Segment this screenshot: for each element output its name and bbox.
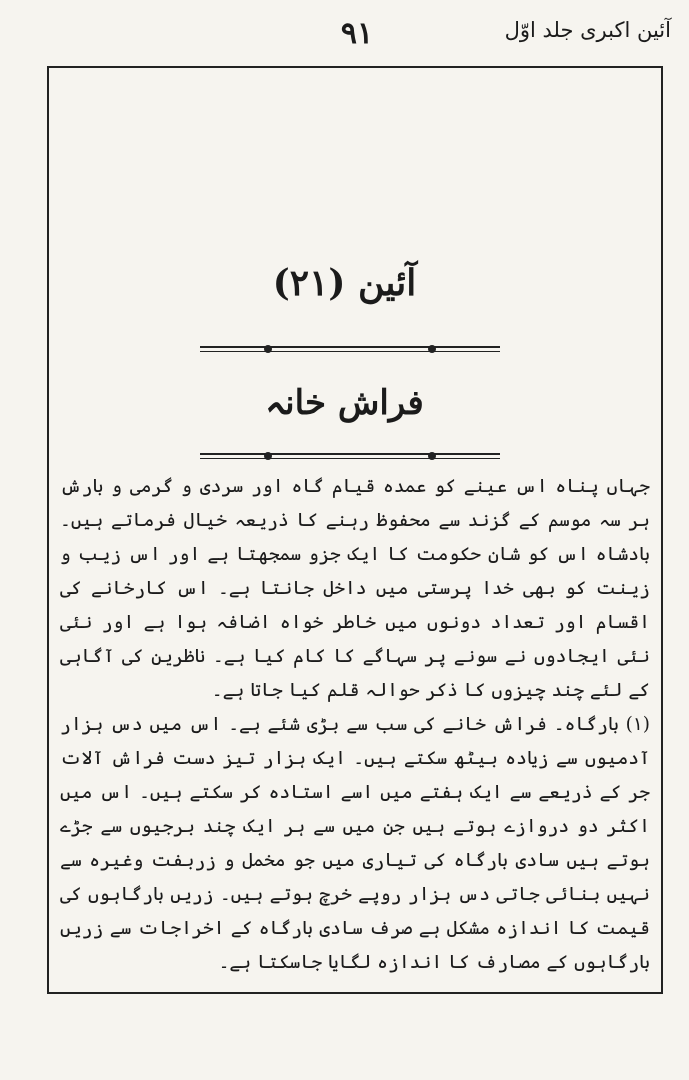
intro-paragraph: جہاں پناہ اس عینے کو عمدہ قیام گاہ اور سردی و گرمی و بارش ہر سہ موسم کے گزند سے محفوظ رہنے کا ذریعہ خیال فرماتے ہیں۔ بادشاہ اس کو شان حکومت کا ایک جزو سمجھتا ہے اور اس زیب و زینت کو بھی خدا پرستی میں داخل جانتا ہے۔ اس کارخانے کی اقسام اور تعداد دونوں میں خاطر خواہ اضافہ ہوا ہے اور نئی نئی ایجادوں نے سونے پر سہاگے کا کام کیا ہے۔ ناظرین کی آگاہی کے لئے چند چیزوں کا ذکر حوالہ قلم کیا جاتا ہے۔ xyxy=(60,476,650,701)
running-head: آئین اکبری جلد اوّل xyxy=(504,18,671,42)
rule-line xyxy=(200,453,500,455)
rule-dot xyxy=(428,452,436,460)
rule-line xyxy=(200,346,500,348)
rule-line xyxy=(200,351,500,352)
ornamental-rule-bottom xyxy=(200,450,500,464)
chapter-heading: آئین (۲۱) xyxy=(272,262,417,304)
page-number: ۹۱ xyxy=(340,16,374,51)
rule-line xyxy=(200,458,500,459)
rule-dot xyxy=(264,345,272,353)
rule-dot xyxy=(264,452,272,460)
body-text xyxy=(60,470,650,980)
section-title: فراش خانہ xyxy=(265,383,424,423)
bargah-paragraph: (۱) بارگاہ۔ فراش خانے کی سب سے بڑی شئے ہے۔ اس میں دس ہزار آدمیوں سے زیادہ بیٹھ سکتے ہیں۔ ایک ہزار تیز دست فراش آلات جر کے ذریعے سے ایک ہفتے میں اسے استادہ کر سکتے ہیں۔ اس میں اکثر دو دروازے ہوتے ہیں جن میں سے ہر ایک چند برجیوں سے جڑے ہوتے ہیں سادی بارگاہ کی تیاری میں جو مخمل و زربفت وغیرہ سے نہیں بنائی جاتی دس ہزار روپے خرچ ہوتے ہیں۔ زریں بارگاہوں کی قیمت کا اندازہ مشکل ہے صرف سادی بارگاہ کے اخراجات سے زریں بارگاہوں کے مصارف کا اندازہ لگایا جاسکتا ہے۔ xyxy=(60,714,650,973)
rule-dot xyxy=(428,345,436,353)
ornamental-rule-top xyxy=(200,343,500,357)
page-header xyxy=(0,8,689,52)
